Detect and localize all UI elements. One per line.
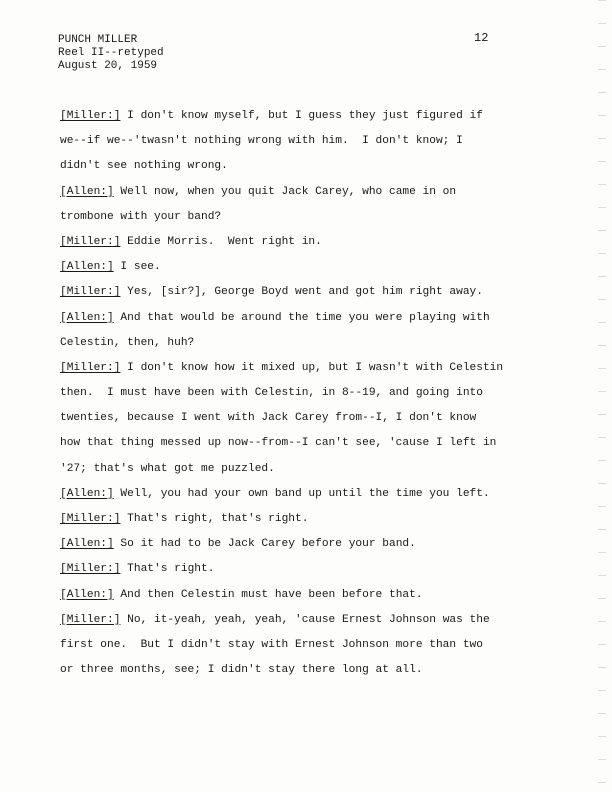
line-text: we--if we--'twasn't nothing wrong with him. I don't know; I [60, 135, 463, 148]
transcript-body [60, 104, 530, 683]
speaker-label: [Allen:] [60, 538, 114, 551]
speaker-label: [Miller:] [60, 613, 121, 626]
transcript-line [60, 658, 530, 683]
speaker-label: [Miller:] [60, 235, 121, 248]
line-text: That's right, that's right. [120, 513, 309, 525]
transcript-line [60, 356, 530, 381]
speaker-label: [Allen:] [60, 311, 114, 324]
line-text: I don't know how it mixed up, but I wasn't with Celestin [120, 361, 504, 374]
line-text: Yes, [sir?], George Boyd went and got him right away. [120, 286, 483, 299]
transcript-line [60, 129, 530, 154]
speaker-label: [Allen:] [60, 185, 114, 198]
line-text: Well now, when you quit Jack Carey, who came in on [113, 185, 457, 198]
line-text: then. I must have been with Celestin, in 8--19, and going into [60, 387, 483, 400]
line-text: And that would be around the time you were playing with [113, 311, 490, 324]
transcript-line [60, 482, 530, 507]
transcript-line [60, 331, 530, 356]
line-text: first one. But I didn't stay with Ernest Johnson more than two [60, 638, 483, 651]
transcript-line [60, 154, 530, 179]
transcript-line [60, 633, 530, 658]
transcript-line [60, 532, 530, 557]
transcript-line [60, 255, 530, 280]
transcript-line [60, 406, 530, 431]
line-text: And then Celestin must have been before that. [113, 588, 423, 601]
line-text: twenties, because I went with Jack Carey from--I, I don't know [60, 412, 477, 425]
speaker-label: [Allen:] [60, 588, 114, 601]
document-header [58, 34, 164, 73]
speaker-label: [Miller:] [60, 110, 121, 122]
line-text: trombone with your band? [60, 210, 222, 223]
transcript-line [60, 205, 530, 230]
transcript-line [60, 557, 530, 582]
speaker-label: [Miller:] [60, 286, 121, 299]
transcript-line [60, 431, 530, 456]
line-text: how that thing messed up now--from--I can't see, 'cause I left in [60, 437, 497, 450]
header-name: PUNCH MILLER [58, 34, 138, 46]
transcript-line [60, 230, 530, 255]
line-text: Celestin, then, huh? [60, 336, 195, 349]
header-date: August 20, 1959 [58, 60, 158, 72]
header-reel: Reel II--retyped [58, 47, 164, 59]
speaker-label: [Miller:] [60, 563, 121, 576]
line-text: '27; that's what got me puzzled. [60, 462, 275, 475]
line-text: or three months, see; I didn't stay there long at all. [60, 664, 423, 677]
line-text: I don't know myself, but I guess they just figured if [120, 110, 483, 122]
speaker-label: [Allen:] [60, 487, 114, 500]
scan-edge-marks [598, 0, 606, 792]
speaker-label: [Allen:] [60, 261, 114, 274]
transcript-line [60, 507, 530, 532]
transcript-line [60, 583, 530, 608]
line-text: No, it-yeah, yeah, yeah, 'cause Ernest Johnson was the [120, 613, 490, 626]
transcript-line [60, 457, 530, 482]
transcript-line [60, 280, 530, 305]
transcript-line [60, 381, 530, 406]
transcript-line [60, 608, 530, 633]
transcript-line [60, 180, 530, 205]
line-text: didn't see nothing wrong. [60, 160, 228, 173]
line-text: That's right. [120, 563, 215, 576]
transcript-line [60, 104, 530, 129]
page-number: 12 [474, 31, 489, 45]
speaker-label: [Miller:] [60, 513, 121, 525]
line-text: Well, you had your own band up until the time you left. [113, 487, 490, 500]
line-text: Eddie Morris. Went right in. [120, 235, 322, 248]
line-text: I see. [113, 261, 161, 274]
transcript-line [60, 306, 530, 331]
speaker-label: [Miller:] [60, 361, 121, 374]
line-text: So it had to be Jack Carey before your band. [113, 538, 416, 551]
